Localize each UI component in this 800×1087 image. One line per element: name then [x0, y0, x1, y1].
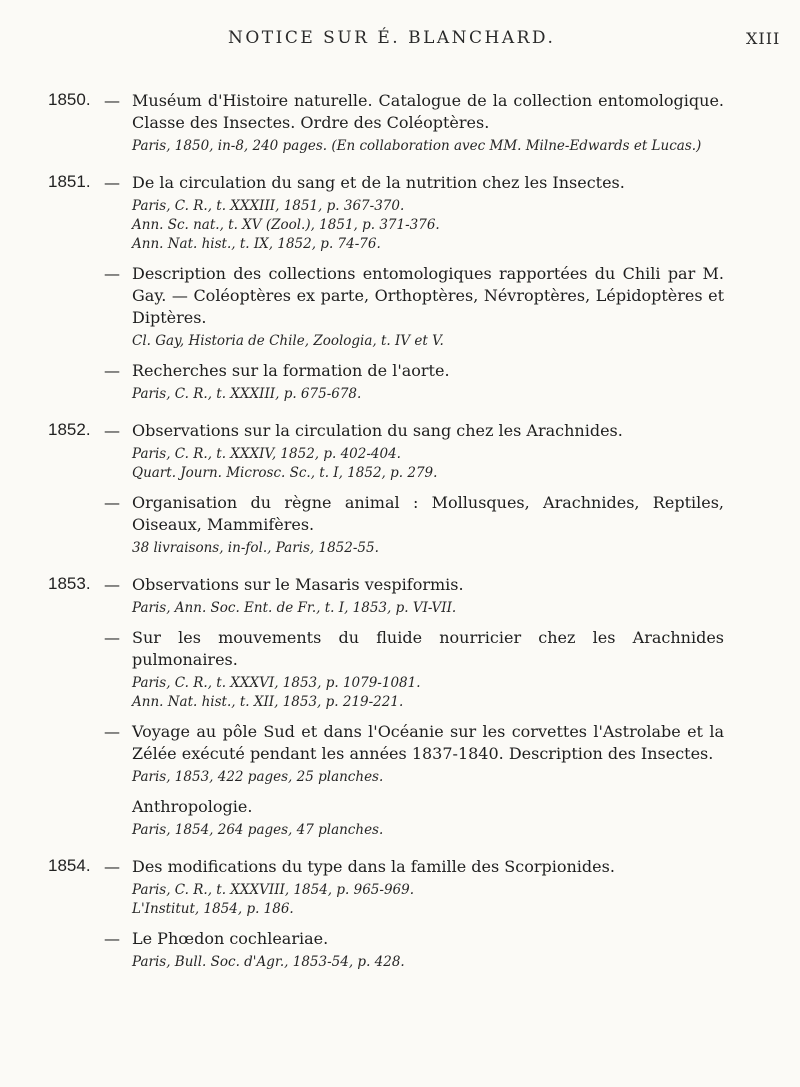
year-label: 1851.	[48, 172, 91, 191]
year-block	[0, 172, 800, 404]
bibliography-entry	[104, 492, 724, 558]
entry-title-text: Muséum d'Histoire naturelle. Catalogue de la collection entomologique. Classe des Insectes. Ordre des Coléoptères.	[132, 91, 724, 132]
bibliography-entry	[104, 627, 724, 712]
entry-title-text: Observations sur la circulation du sang chez les Arachnides.	[132, 421, 623, 440]
entry-title	[104, 574, 724, 596]
year-label: 1852.	[48, 420, 91, 439]
entry-title-text: Sur les mouvements du fluide nourricier chez les Arachnides pulmonaires.	[132, 628, 724, 669]
page-header	[0, 28, 800, 58]
entry-title-text: De la circulation du sang et de la nutrition chez les Insectes.	[132, 173, 625, 192]
entry-dash: —	[104, 264, 120, 283]
entry-title	[104, 492, 724, 536]
bibliography-entry	[104, 263, 724, 351]
publication-reference: L'Institut, 1854, p. 186.	[132, 901, 294, 917]
publication-reference: Quart. Journ. Microsc. Sc., t. I, 1852, p. 279.	[132, 465, 438, 481]
entry-title-text: Des modifications du type dans la famille des Scorpionides.	[132, 857, 615, 876]
bibliography-entry	[104, 796, 724, 840]
entry-title	[104, 172, 724, 194]
entry-dash: —	[104, 493, 120, 512]
entry-title	[104, 796, 724, 818]
year-label: 1853.	[48, 574, 91, 593]
entry-dash: —	[104, 857, 120, 876]
publication-reference: Ann. Sc. nat., t. XV (Zool.), 1851, p. 371-376.	[132, 217, 440, 233]
year-label: 1854.	[48, 856, 91, 875]
entry-title	[104, 721, 724, 765]
bibliography-entry	[104, 721, 724, 787]
publication-reference: Paris, 1854, 264 pages, 47 planches.	[132, 822, 384, 838]
year-block	[0, 574, 800, 840]
year-block	[0, 90, 800, 156]
publication-reference: Paris, C. R., t. XXXVIII, 1854, p. 965-969.	[132, 882, 414, 898]
bibliography-entry	[104, 90, 724, 156]
entry-title-text: Observations sur le Masaris vespiformis.	[132, 575, 464, 594]
publication-reference: Paris, 1853, 422 pages, 25 planches.	[132, 769, 384, 785]
publication-reference: Paris, C. R., t. XXXIII, 1851, p. 367-370.	[132, 198, 405, 214]
bibliography-list	[0, 90, 800, 988]
bibliography-entry	[104, 172, 724, 254]
publication-reference: Paris, C. R., t. XXXVI, 1853, p. 1079-1081.	[132, 675, 421, 691]
year-block	[0, 420, 800, 558]
entry-title	[104, 420, 724, 442]
bibliography-entry	[104, 574, 724, 618]
page-number: XIII	[746, 29, 781, 48]
entry-title-text: Voyage au pôle Sud et dans l'Océanie sur les corvettes l'Astrolabe et la Zélée exécuté pendant les années 1837-1840. Description des Insectes.	[132, 722, 724, 763]
publication-reference: Cl. Gay, Historia de Chile, Zoologia, t. IV et V.	[132, 333, 444, 349]
entry-title	[104, 263, 724, 329]
entry-title	[104, 360, 724, 382]
entry-title	[104, 627, 724, 671]
entry-title-text: Anthropologie.	[132, 797, 253, 816]
bibliography-entry	[104, 928, 724, 972]
entry-dash: —	[104, 421, 120, 440]
entry-dash: —	[104, 929, 120, 948]
entry-dash: —	[104, 173, 120, 192]
entry-title-text: Le Phœdon cochleariae.	[132, 929, 329, 948]
bibliography-entry	[104, 420, 724, 483]
publication-reference: Paris, C. R., t. XXXIII, p. 675-678.	[132, 386, 362, 402]
publication-reference: Paris, Ann. Soc. Ent. de Fr., t. I, 1853, p. VI-VII.	[132, 600, 457, 616]
entry-title	[104, 928, 724, 950]
entry-title	[104, 90, 724, 134]
entry-dash: —	[104, 722, 120, 741]
publication-reference: Paris, C. R., t. XXXIV, 1852, p. 402-404.	[132, 446, 401, 462]
running-title: NOTICE SUR É. BLANCHARD.	[228, 28, 556, 48]
entry-title	[104, 856, 724, 878]
bibliography-entry	[104, 856, 724, 919]
bibliography-entry	[104, 360, 724, 404]
entry-dash: —	[104, 628, 120, 647]
entry-dash: —	[104, 91, 120, 110]
publication-reference: Ann. Nat. hist., t. XII, 1853, p. 219-221.	[132, 694, 404, 710]
entry-dash: —	[104, 361, 120, 380]
publication-reference: Ann. Nat. hist., t. IX, 1852, p. 74-76.	[132, 236, 381, 252]
entry-title-text: Recherches sur la formation de l'aorte.	[132, 361, 450, 380]
publication-reference: Paris, Bull. Soc. d'Agr., 1853-54, p. 428.	[132, 954, 405, 970]
year-label: 1850.	[48, 90, 91, 109]
entry-title-text: Organisation du règne animal : Mollusques, Arachnides, Reptiles, Oiseaux, Mammifères.	[132, 493, 724, 534]
publication-reference: 38 livraisons, in-fol., Paris, 1852-55.	[132, 540, 379, 556]
entry-dash: —	[104, 575, 120, 594]
publication-reference: Paris, 1850, in-8, 240 pages. (En collaboration avec MM. Milne-Edwards et Lucas.)	[132, 138, 702, 154]
year-block	[0, 856, 800, 972]
entry-title-text: Description des collections entomologiques rapportées du Chili par M. Gay. — Coléoptères ex parte, Orthoptères, Névroptères, Lépidoptères et Diptères.	[132, 264, 724, 327]
